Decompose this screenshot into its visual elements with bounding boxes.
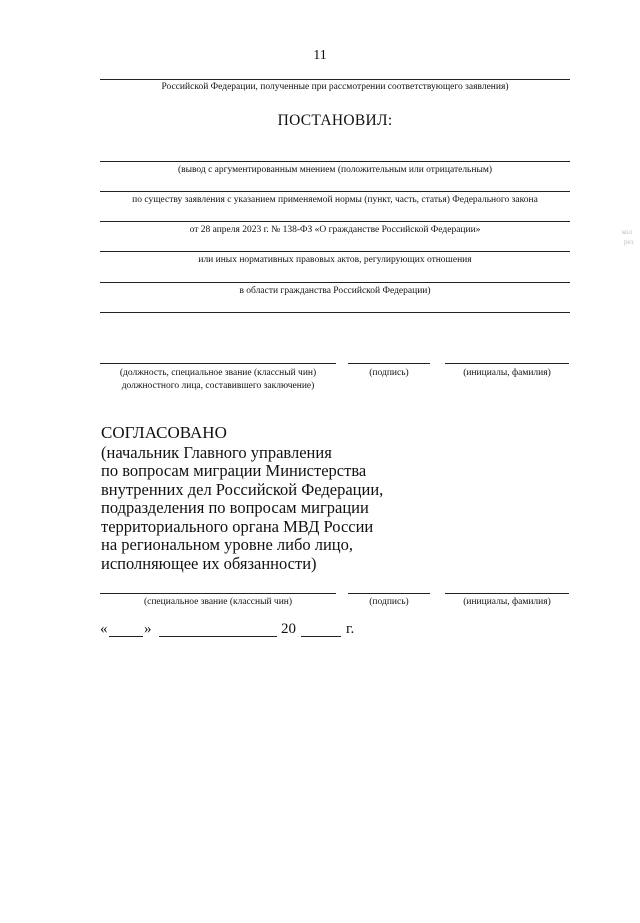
- year-blank: [301, 636, 341, 637]
- day-blank: [109, 636, 143, 637]
- margin-speck-2: рез: [624, 238, 634, 246]
- year-suffix: г.: [346, 621, 355, 637]
- name-caption: (инициалы, фамилия): [463, 368, 551, 378]
- page-number: 11: [313, 48, 327, 63]
- rank-rule: [100, 593, 336, 594]
- conclusion-rule-5: [100, 282, 570, 283]
- agreed-line: внутренних дел Российской Федерации,: [101, 479, 384, 499]
- conclusion-caption-5: в области гражданства Российской Федерации): [239, 286, 431, 296]
- agreed-block: [101, 424, 383, 573]
- conclusion-caption-3: от 28 апреля 2023 г. № 138-ФЗ «О гражданстве Российской Федерации»: [189, 225, 481, 235]
- conclusion-rule-1: [100, 161, 570, 162]
- top-continuation-caption: Российской Федерации, полученные при рассмотрении соответствующего заявления): [161, 82, 509, 92]
- resolution-heading: ПОСТАНОВИЛ:: [277, 112, 393, 129]
- position-caption-line1: (должность, специальное звание (классный чин): [119, 368, 317, 378]
- agreed-line: подразделения по вопросам миграции: [101, 498, 369, 517]
- month-blank: [159, 636, 277, 637]
- date-open-quote: «: [100, 621, 108, 637]
- date-close-quote: »: [144, 621, 152, 637]
- name-caption-2: (инициалы, фамилия): [463, 597, 551, 607]
- signature-caption-2: (подпись): [369, 597, 409, 607]
- conclusion-rule-2: [100, 191, 570, 192]
- conclusion-rule-6: [100, 312, 570, 313]
- signature-rule: [348, 363, 430, 364]
- conclusion-caption-2: по существу заявления с указанием применяемой нормы (пункт, часть, статья) Федерального закона: [132, 195, 538, 205]
- agreed-line: территориального органа МВД России: [101, 516, 374, 536]
- name-rule-2: [445, 593, 569, 594]
- signature-caption: (подпись): [369, 368, 409, 378]
- year-prefix: 20: [281, 621, 296, 637]
- conclusion-caption-1: (вывод с аргументированным мнением (положительным или отрицательным): [177, 165, 493, 175]
- conclusion-rule-3: [100, 221, 570, 222]
- agreed-line: по вопросам миграции Министерства: [101, 461, 367, 480]
- conclusion-rule-4: [100, 251, 570, 252]
- position-caption-line2: должностного лица, составившего заключение): [121, 381, 315, 391]
- conclusion-caption-4: или иных нормативных правовых актов, регулирующих отношения: [198, 255, 472, 265]
- name-rule: [445, 363, 569, 364]
- agreed-line: на региональном уровне либо лицо,: [101, 535, 354, 554]
- top-rule: [100, 79, 570, 80]
- date-line: [100, 621, 370, 641]
- agreed-line: исполняющее их обязанности): [101, 553, 317, 573]
- position-rule: [100, 363, 336, 364]
- signature-rule-2: [348, 593, 430, 594]
- agreed-title: СОГЛАСОВАНО: [101, 423, 227, 442]
- rank-caption: (специальное звание (классный чин): [143, 597, 293, 607]
- agreed-line: (начальник Главного управления: [101, 442, 332, 462]
- margin-speck-1: кол: [622, 228, 632, 236]
